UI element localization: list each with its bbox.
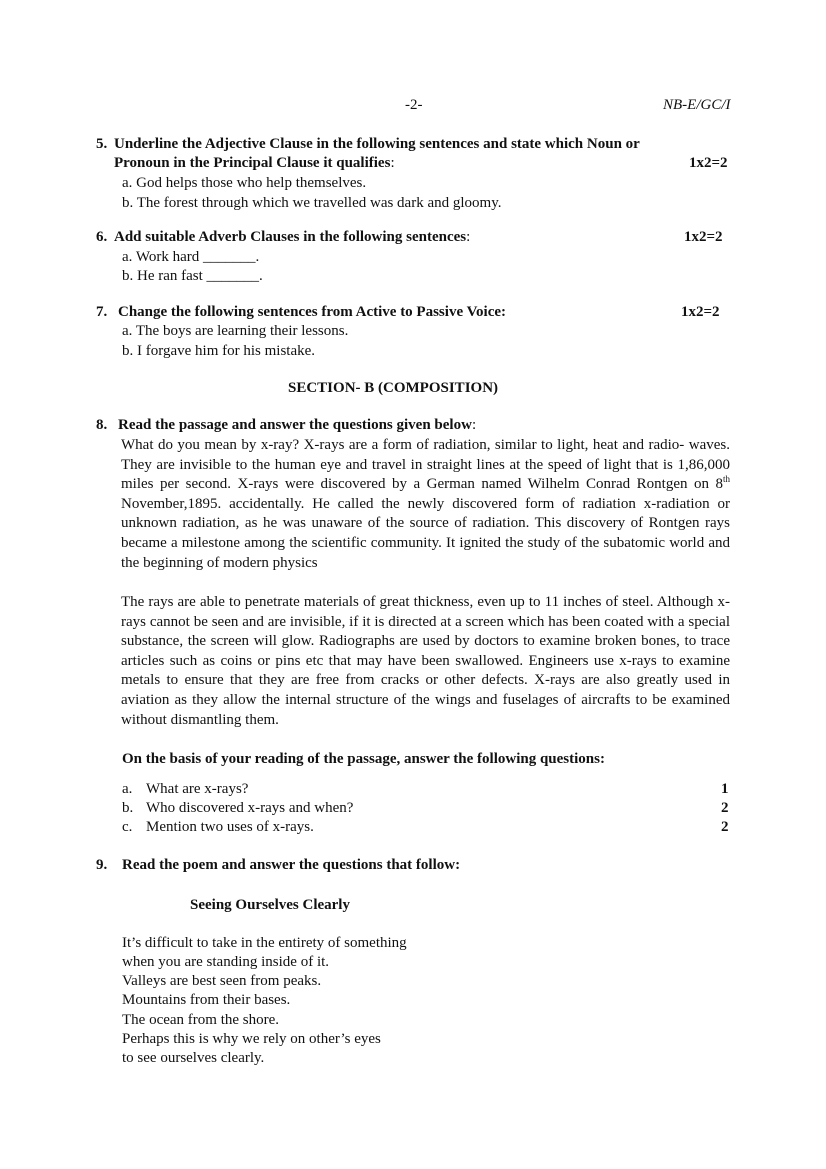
list-item: b. He ran fast _______. <box>122 268 263 284</box>
list-item: b. The forest through which we travelled was dark and gloomy. <box>122 195 502 211</box>
poem-line: Valleys are best seen from peaks. <box>122 973 322 989</box>
list-item: a. God helps those who help themselves. <box>122 175 367 191</box>
question-number: 6. <box>96 229 108 245</box>
passage-text: What do you mean by x-ray? X-rays are a form of radiation, similar to light, heat and radio- waves. They are invisible to the human eye and travel in straight lines at the speed of light that is 1,86,000 miles per second. X-rays were discovered by a German named Wilhelm Conrad Rontgen on 8 <box>121 437 730 493</box>
question-title-line1: Underline the Adjective Clause in the following sentences and state which Noun or <box>114 136 640 152</box>
paper-code: NB-E/GC/I <box>663 97 731 113</box>
question-title: Read the poem and answer the questions that follow: <box>122 857 461 873</box>
superscript: th <box>722 474 730 485</box>
poem-line: Perhaps this is why we rely on other’s eyes <box>122 1031 381 1047</box>
passage-text: November,1895. accidentally. He called the newly discovered form of radiation x-radiation or unknown radiation, as he was unaware of the source of radiation. This discovery of Rontgen rays became a milestone among the scientific community. It ignited the study of the subatomic world and the beginning of modern physics <box>121 495 730 571</box>
poem-line: The ocean from the shore. <box>122 1012 280 1028</box>
question-marks: 2 <box>721 800 729 816</box>
questions-heading: On the basis of your reading of the passage, answer the following questions: <box>122 751 605 767</box>
list-item: a. Work hard _______. <box>122 249 260 265</box>
passage-paragraph-1 <box>121 436 730 573</box>
question-title: Read the passage and answer the questions given below <box>118 417 472 433</box>
question-text: Who discovered x-rays and when? <box>146 800 354 816</box>
question-title-wrap: Read the passage and answer the questions given below: <box>118 417 477 433</box>
question-label: b. <box>122 800 134 816</box>
question-marks: 1x2=2 <box>681 304 720 320</box>
question-number: 5. <box>96 136 108 152</box>
question-marks: 1 <box>721 781 729 797</box>
poem-line: Mountains from their bases. <box>122 992 291 1008</box>
list-item: b. I forgave him for his mistake. <box>122 343 316 359</box>
question-title: Change the following sentences from Active to Passive Voice: <box>118 304 507 320</box>
question-label: c. <box>122 819 133 835</box>
page-number: -2- <box>405 97 423 113</box>
question-marks: 2 <box>721 819 729 835</box>
section-heading: SECTION- B (COMPOSITION) <box>288 380 499 396</box>
question-text: What are x-rays? <box>146 781 249 797</box>
question-number: 7. <box>96 304 108 320</box>
poem-line: It’s difficult to take in the entirety of something <box>122 935 407 951</box>
question-text: Mention two uses of x-rays. <box>146 819 314 835</box>
question-title-line2-wrap: Pronoun in the Principal Clause it qualifies: <box>114 155 395 171</box>
question-title: Add suitable Adverb Clauses in the following sentences <box>114 229 467 245</box>
poem-line: when you are standing inside of it. <box>122 954 330 970</box>
passage-paragraph-2: The rays are able to penetrate materials of great thickness, even up to 11 inches of steel. Although x-rays cannot be seen and are invisible, if it is directed at a screen which has been coated with a special substance, the screen will glow. Radiographs are used by doctors to examine broken bones, to trace articles such as coins or pins etc that may have been swallowed. Engineers use x-rays to examine metals to ensure that they are free from cracks or other defects. X-rays are also greatly used in aviation as they allow the internal structure of the wings and fuselages of aircrafts to be examined without dismantling them. <box>121 594 730 728</box>
question-marks: 1x2=2 <box>689 155 728 171</box>
question-number: 9. <box>96 857 108 873</box>
question-label: a. <box>122 781 133 797</box>
question-title-wrap: Add suitable Adverb Clauses in the following sentences: <box>114 229 471 245</box>
question-title-line2: Pronoun in the Principal Clause it qualifies <box>114 155 391 171</box>
list-item: a. The boys are learning their lessons. <box>122 323 349 339</box>
question-marks: 1x2=2 <box>684 229 723 245</box>
poem-line: to see ourselves clearly. <box>122 1050 265 1066</box>
question-number: 8. <box>96 417 108 433</box>
poem-title: Seeing Ourselves Clearly <box>190 897 350 913</box>
